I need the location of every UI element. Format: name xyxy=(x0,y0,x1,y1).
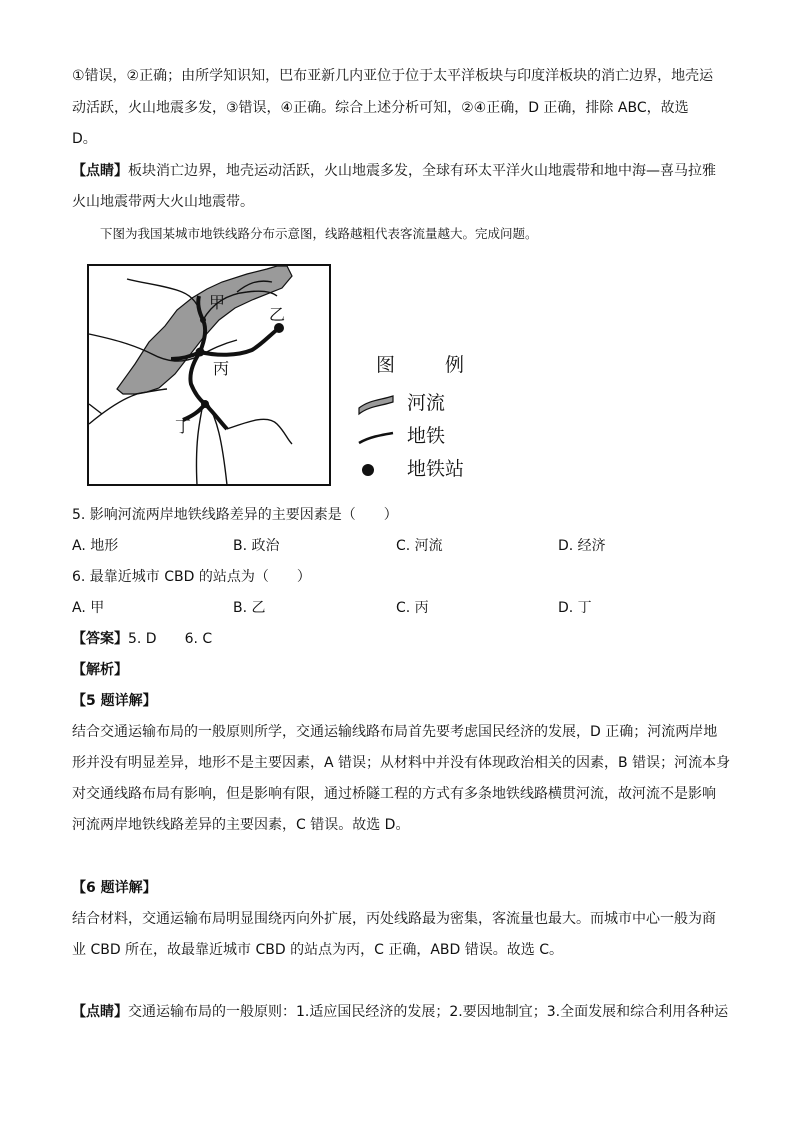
q6-option-d: D. 丁 xyxy=(558,600,592,616)
answer-text: 5. D 6. C xyxy=(128,631,213,647)
station-jia xyxy=(200,317,206,323)
question-6-stem: 6. 最靠近城市 CBD 的站点为（ ） xyxy=(72,569,311,585)
detail-6-line: 结合材料，交通运输布局明显围绕丙向外扩展，丙处线路最为密集，客流量也最大。而城市中心一般为商 xyxy=(72,911,716,927)
detail-5-line: 河流两岸地铁线路差异的主要因素，C 错误。故选 D。 xyxy=(72,817,410,833)
metro-line-icon xyxy=(355,425,397,449)
detail-5-line: 对交通线路布局有影响，但是影响有限，通过桥隧工程的方式有多条地铁线路横贯河流，故河流不是影响 xyxy=(72,786,716,802)
text-line: ①错误，②正确；由所学知识知，巴布亚新几内亚位于位于太平洋板块与印度洋板块的消亡边界，地壳运 xyxy=(72,68,714,84)
river-icon xyxy=(355,392,397,416)
q6-option-b: B. 乙 xyxy=(233,600,266,616)
legend-station-label: 地铁站 xyxy=(407,458,465,480)
legend-station xyxy=(355,454,464,482)
q6-option-c: C. 丙 xyxy=(396,600,429,616)
text-line: 火山地震带两大火山地震带。 xyxy=(72,194,254,210)
note-line xyxy=(72,156,734,187)
question-intro: 下图为我国某城市地铁线路分布示意图，线路越粗代表客流量越大。完成问题。 xyxy=(100,226,538,241)
legend-metro xyxy=(355,421,445,449)
q5-option-c: C. 河流 xyxy=(396,538,443,554)
q5-option-d: D. 经济 xyxy=(558,538,606,554)
station-dot-icon xyxy=(355,458,397,482)
final-note-tag: 【点睛】 xyxy=(72,1004,128,1020)
station-bing xyxy=(196,348,205,357)
q5-option-a: A. 地形 xyxy=(72,538,119,554)
legend-river xyxy=(355,388,445,416)
question-5-stem: 5. 影响河流两岸地铁线路差异的主要因素是（ ） xyxy=(72,507,398,523)
map-legend xyxy=(355,350,495,480)
q6-option-a: A. 甲 xyxy=(72,600,105,616)
text-line: D。 xyxy=(72,131,97,147)
q5-option-b: B. 政治 xyxy=(233,538,280,554)
text-line: 动活跃，火山地震多发，③错误，④正确。综合上述分析可知，②④正确，D 正确，排除 ABC，故选 xyxy=(72,100,689,116)
legend-river-label: 河流 xyxy=(407,392,446,414)
note-tag: 【点睛】 xyxy=(72,163,128,179)
analysis-tag: 【解析】 xyxy=(72,662,128,678)
detail-6-title: 【6 题详解】 xyxy=(72,880,157,896)
legend-title: 图 例 xyxy=(376,354,487,376)
detail-5-line: 形并没有明显差异，地形不是主要因素，A 错误；从材料中并没有体现政治相关的因素，B 错误；河流本身 xyxy=(72,755,731,771)
detail-6-line: 业 CBD 所在，故最靠近城市 CBD 的站点为丙，C 正确，ABD 错误。故选 C。 xyxy=(72,942,563,958)
metro-map xyxy=(87,264,331,486)
label-yi: 乙 xyxy=(269,305,286,324)
label-jia: 甲 xyxy=(209,293,226,312)
answer-tag: 【答案】 xyxy=(72,631,128,647)
detail-5-line: 结合交通运输布局的一般原则所学，交通运输线路布局首先要考虑国民经济的发展，D 正确；河流两岸地 xyxy=(72,724,718,740)
station-ding xyxy=(201,400,209,408)
detail-5-title: 【5 题详解】 xyxy=(72,693,157,709)
final-note-text: 交通运输布局的一般原则：1.适应国民经济的发展；2.要因地制宜；3.全面发展和综合利用各种运 xyxy=(128,1004,729,1020)
legend-metro-label: 地铁 xyxy=(407,425,446,447)
label-bing: 丙 xyxy=(213,359,230,378)
label-ding: 丁 xyxy=(175,417,192,436)
answer-line xyxy=(72,624,734,655)
final-note-line xyxy=(72,997,734,1028)
note-text: 板块消亡边界，地壳运动活跃，火山地震多发，全球有环太平洋火山地震带和地中海—喜马拉雅 xyxy=(128,163,716,179)
